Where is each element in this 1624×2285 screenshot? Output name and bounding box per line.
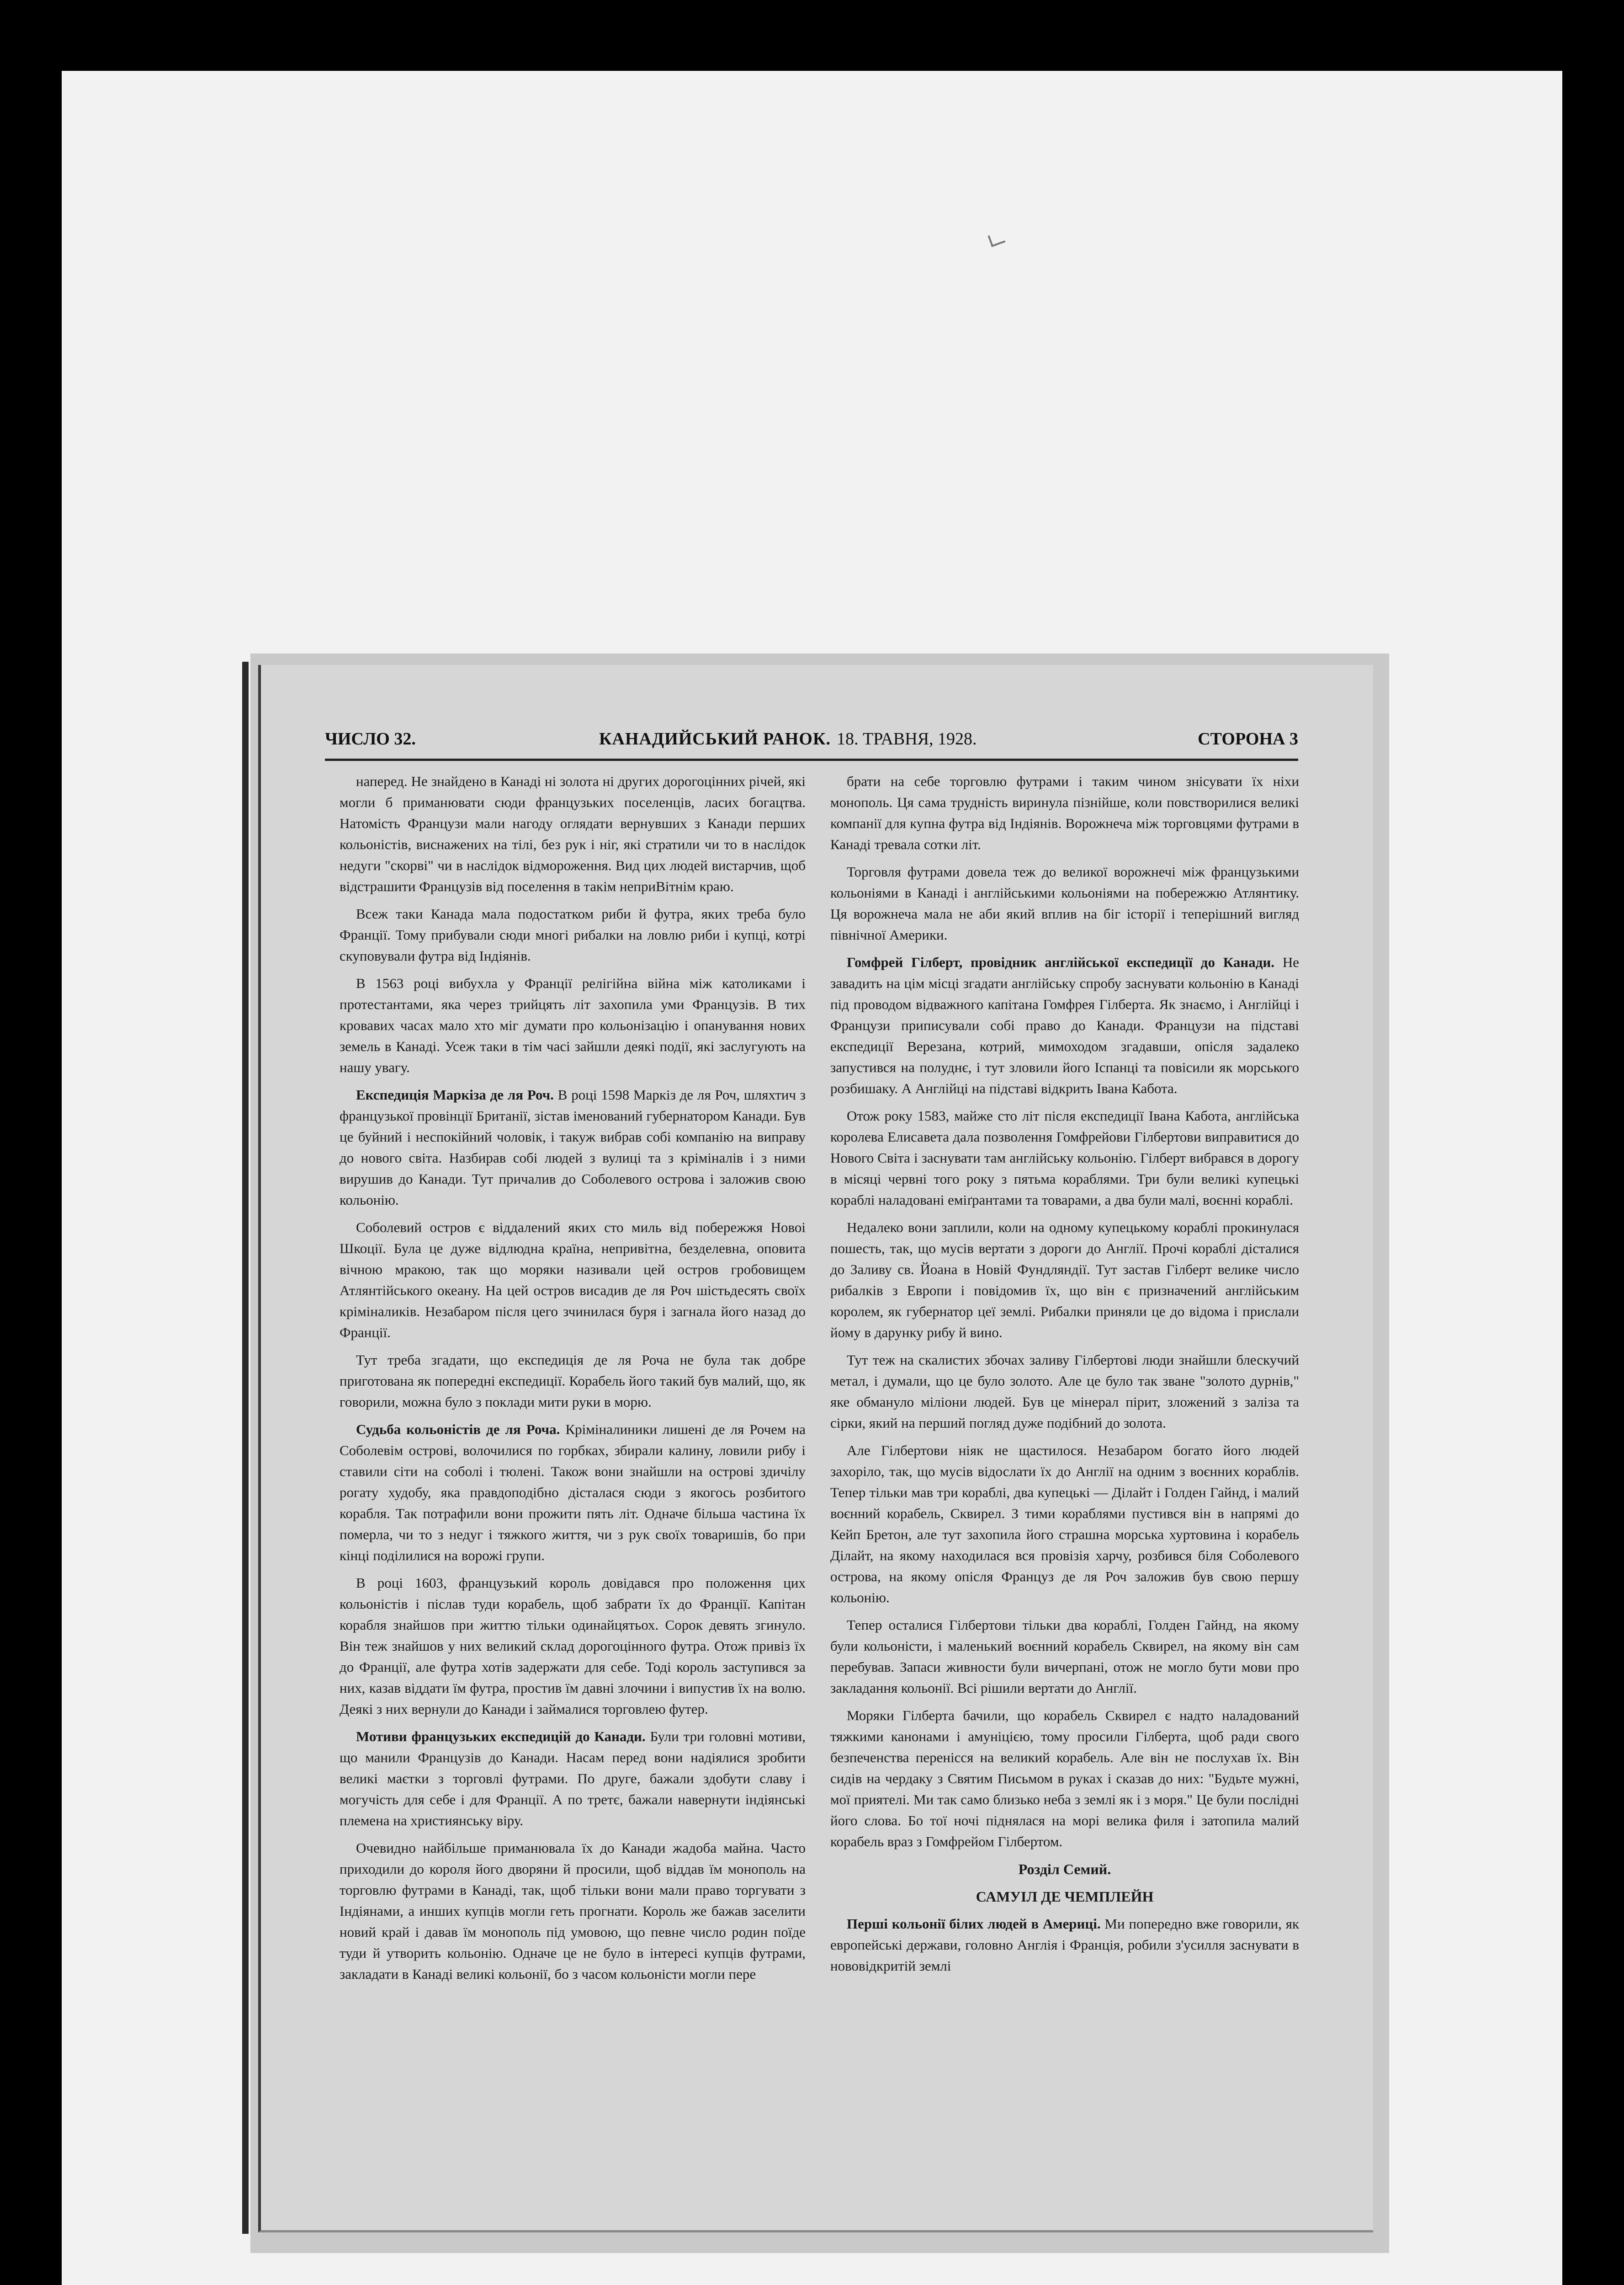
- paragraph-text: В році 1603, французький король довідався про положення цих кольоністів і післав туди корабель, щоб забрати їх до Франції. Капітан корабля знайшов при життю тільки одинайцятьох. Сорок девять згинуло. Він теж знайшов у них великий склад дорогоцінного футра. Отож привіз їх до Франції, але футра хотів задержати для себе. Тоді король заступився за них, казав віддати їм футра, простив їм давні злочини і випустив їх на волю. Деякі з них вернули до Канади і займалися торговлею футер.: [340, 1575, 806, 1717]
- newspaper-title: КАНАДИЙСЬКИЙ РАНОК.: [599, 729, 831, 749]
- paragraph-text: Всеж таки Канада мала подостатком риби й футра, яких треба було Франції. Тому прибували сюди многі рибалки на ловлю риби і купці, котрі скуповували футра від Індіянів.: [340, 906, 806, 964]
- paragraph-text: наперед. Не знайдено в Канаді ні золота ні других дорогоцінних річей, які могли б приманювати сюди французьких поселенців, ласих богацтва. Натомість Французи мали нагоду оглядати вернувших з Канади перших кольоністів, виснажених на тілі, без рук і ніг, які стратили чи то в наслідок недуги "скорві" чи в наслідок відмороження. Вид цих людей вистарчив, щоб відстрашити Французів від поселення в такім неприВітнім краю.: [340, 773, 806, 894]
- paragraph-lead: Експедиція Маркіза де ля Роч.: [356, 1087, 554, 1103]
- right-column-paragraphs: [830, 771, 1299, 1852]
- dust-speck: [988, 231, 1006, 247]
- paragraph: [340, 1419, 806, 1566]
- paragraph: [340, 1573, 806, 1720]
- final-paragraph: [830, 1913, 1299, 1977]
- paragraph-text: В році 1598 Маркіз де ля Роч, шляхтич з французької провінції Британії, зістав іменований губернатором Канади. Був це буйний і неспокійний чоловік, і такуж вибрав собі компанію на виправу до нового світа. Назбирав собі людей з вулиці та з кріміналів і з ними вирушив до Канади. Тут причалив до Соболевого острова і заложив свою кольонію.: [340, 1087, 806, 1208]
- paragraph: [340, 771, 806, 897]
- paragraph: [340, 1084, 806, 1211]
- paragraph: [340, 1838, 806, 1985]
- issue-date: 18. ТРАВНЯ, 1928.: [837, 729, 977, 749]
- left-column: [340, 771, 806, 2183]
- paragraph: [830, 1217, 1299, 1343]
- header-rule: [325, 759, 1298, 761]
- final-paragraph-lead: Перші кольонії білих людей в Америці.: [847, 1916, 1101, 1932]
- paragraph-text: Були три головні мотиви, що манили Французів до Канади. Насам перед вони надіялися зробити великі маєтки з торговлі футрами. По друге, бажали здобути славу і могучість для себе і для Франції. А по третє, бажали навернути індіянські племена на християнську віру.: [340, 1728, 806, 1828]
- paragraph-lead: Мотиви французьких експедицій до Канади.: [356, 1728, 646, 1744]
- paragraph: [830, 952, 1299, 1099]
- final-paragraph-text: Ми попередно вже говорили, як европейські держави, головно Англія і Франція, робили з'усилля заснувати в нововідкритій землі: [830, 1916, 1299, 1974]
- paragraph: [830, 861, 1299, 946]
- paragraph-text: Недалеко вони заплили, коли на одному купецькому кораблі прокинулася пошесть, так, що мусів вертати з дороги до Англії. Прочі кораблі дісталися до Заливу св. Йоана в Новій Фундляндії. Тут застав Гілберт велике число рибалків з Европи і повідомив їх, що він є призначений англійським королем, як губернатор цеї землі. Рибалки приняли це до відома і прислали йому в дарунку рибу й вино.: [830, 1219, 1299, 1340]
- paragraph: [830, 1440, 1299, 1608]
- right-column: [830, 771, 1299, 2183]
- paragraph-text: Тут теж на скалистих збочах заливу Гілбертові люди знайшли блескучий метал, і думали, що це було золото. Але це було так зване "золото дурнів," яке обмануло міліони людей. Був це мінерал пірит, зложений з заліза та сірки, який на перший погляд дуже подібний до золота.: [830, 1352, 1299, 1431]
- paragraph: [830, 1615, 1299, 1699]
- paragraph-text: Очевидно найбільше приманювала їх до Канади жадоба майна. Часто приходили до короля його дворяни й просили, щоб віддав їм монополь на торговлю футрами в Канаді, так, щоб тільки вони мали право торгувати з Індіянами, а инших купців могли геть прогнати. Король же бажав заселити новий край і давав їм монополь під умовою, що певне число родин поїде туди й утворить кольонію. Одначе це не було в інтересі купців футрами, закладати в Канаді великі кольонії, бо з часом кольоністи могли пере: [340, 1840, 806, 1982]
- paragraph: [340, 903, 806, 967]
- paragraph: [340, 1217, 806, 1343]
- paragraph-text: Торговля футрами довела теж до великої ворожнечі між французькими кольоніями в Канаді і англійськими кольоніями на побережжю Атлянтику. Ця ворожнеча мала не аби який вплив на біг історії і теперішний вигляд північної Америки.: [830, 864, 1299, 943]
- paragraph-text: Соболевий остров є віддалений яких сто миль від побережжя Новоі Шкоції. Була це дуже відлюдна країна, непривітна, безделевна, оповита вічною мракою, так що моряки називали цей остров гробовищем Атлянтійського океану. На цей остров висадив де ля Роч шістьдесять своїх кріміналиків. Незабаром після цего зчинилася буря і загнала його назад до Франції.: [340, 1219, 806, 1340]
- paragraph: [830, 1705, 1299, 1852]
- paragraph-text: Але Гілбертови ніяк не щастилося. Незабаром богато його людей захоріло, так, що мусів відослати їх до Англії на одним з воєнних кораблів. Тепер тільки мав три кораблі, два купецькі — Ділайт і Голден Гайнд, і малий воєнний корабель, Сквирел. З тими кораблями пустився він в напрямі до Кейп Бретон, але тут захопила його страшна морська хуртовина і корабель Ділайт, на якому находилася вся провізія харчу, розбився біля Соболевого острова, на якому опісля Француз де ля Роч заложив був свою першу кольонію.: [830, 1442, 1299, 1605]
- issue-number: ЧИСЛО 32.: [325, 729, 416, 749]
- paragraph-lead: Гомфрей Гілберт, провідник англійської експедиції до Канади.: [847, 954, 1275, 970]
- paragraph-text: брати на себе торговлю футрами і таким чином знісувати їх ніхи монополь. Ця сама трудність виринула пізнійше, коли повстворилися великі компанії для купна футра від Індіянів. Ворожнеча між торговцями футрами в Канаді тревала сотки літ.: [830, 773, 1299, 852]
- chapter-title: САМУІЛ ДЕ ЧЕМПЛЕЙН: [976, 1888, 1154, 1905]
- paragraph: [340, 1726, 806, 1831]
- page-header: [325, 729, 1298, 756]
- paragraph: [830, 1105, 1299, 1211]
- paragraph-text: Моряки Гілберта бачили, що корабель Сквирел є надто наладований тяжкими канонами і амуніцією, тому просили Гілберта, щоб ради свого безпеченства перенісся на великий корабель. Але він не послухав їх. Він сидів на чердаку з Святим Письмом в руках і сказав до них: "Будьте мужні, мої приятелі. Ми так само близько неба з землі як і з моря." Це були послідні його слова. Бо тої ночі піднялася на морі велика филя і затопила малий корабель враз з Гомфрейом Гілбертом.: [830, 1707, 1299, 1849]
- page-binding-edge: [242, 662, 249, 2234]
- paragraph: [340, 1350, 806, 1413]
- newspaper-page: [258, 665, 1373, 2232]
- paragraph-text: Отож року 1583, майже сто літ після експедиції Івана Кабота, англійська королева Елисавета дала позволення Гомфрейови Гілбертови виправитися до Нового Світа і заснувати там англійську кольонію. Гілберт вибрався в дорогу в місяці червні того року з пятьма кораблями. Три були великі купецькі кораблі наладовані еміґрантами та товарами, а два були малі, воєнні кораблі.: [830, 1108, 1299, 1208]
- paragraph-text: В 1563 році вибухла у Франції релігійна війна між католиками і протестантами, яка через трийцять літ захопила уми Французів. В тих кровавих часах мало хто міг думати про кольонізацію і опанування нових земель в Канаді. Усеж таки в тім часі зайшли деякі події, які заслугують на нашу увагу.: [340, 975, 806, 1075]
- page-number: СТОРОНА 3: [1198, 729, 1298, 749]
- paragraph-text: Кріміналиники лишені де ля Рочем на Соболевім острові, волочилися по горбках, збирали калину, ловили рибу і ставили сіти на соболі і тюлені. Також вони знайшли на острові здичілу рогату худобу, яка правдоподібно дісталася сюди з якогось розбитого корабля. Так потрафили вони прожити пять літ. Одначе більша частина їх померла, чи то з недуг і тяжкого життя, чи з рук своїх товаришів, бо при кінці поділилися на ворожі групи.: [340, 1421, 806, 1563]
- paragraph: [830, 1350, 1299, 1434]
- paragraph: [340, 973, 806, 1078]
- paragraph: [830, 771, 1299, 855]
- paragraph-text: Тут треба згадати, що експедиція де ля Роча не була так добре приготована як попередні експедиції. Корабель його такий був малий, що, як говорили, можна було з поклади мити руки в морю.: [340, 1352, 806, 1410]
- paragraph-text: Тепер осталися Гілбертови тільки два кораблі, Голден Гайнд, на якому були кольоністи, і маленький воєнний корабель Сквирел, на якому він сам перебував. Запаси живности були вичерпані, отож не могло бути мови про закладання кольонії. Всі рішили вертати до Англії.: [830, 1617, 1299, 1696]
- chapter-heading: Розділ Семий.: [1018, 1861, 1111, 1877]
- paragraph-lead: Судьба кольоністів де ля Роча.: [356, 1421, 560, 1437]
- paragraph-text: Не завадить на цім місці згадати англійську спробу заснувати кольонію в Канаді під проводом відважного капітана Гомфрея Гілберта. Як знаємо, і Англійці і Французи приписували собі право до Канади. Французи на підставі експедиції Верезана, котрий, мимоходом згадавши, опісля задалеко запустився на полуднє, і тут зловили його Іспанці та повісили як морського розбишаку. А Англійці на підставі відкрить Івана Кабота.: [830, 954, 1299, 1096]
